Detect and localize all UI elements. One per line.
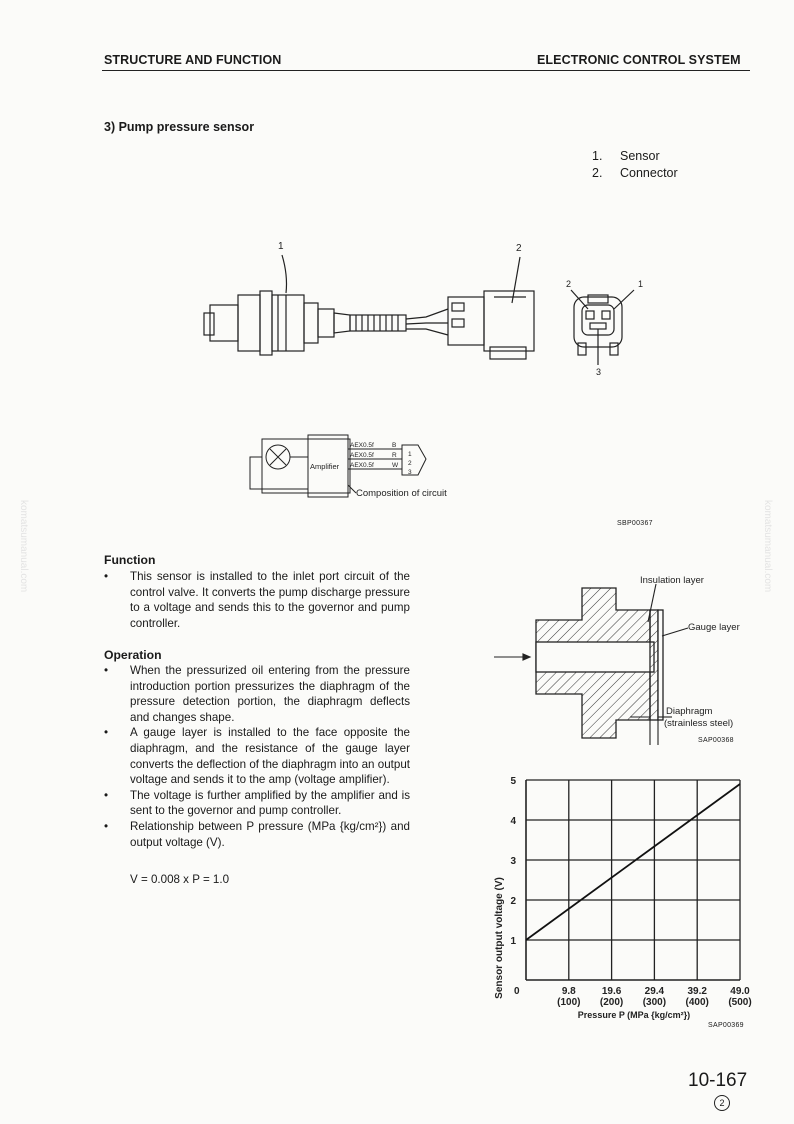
figure-ref: SBP00367 [617,520,653,527]
list-item: • Relationship between P pressure (MPa {kg/cm²}) and output voltage (V). [104,819,410,850]
formula: V = 0.008 x P = 1.0 [130,873,230,886]
parts-list [592,148,678,181]
y-tick-label: 5 [510,776,516,787]
voltage-pressure-chart [488,768,758,1033]
pin-number: 2 [408,460,412,467]
x-axis-label: Pressure P (MPa {kg/cm²}) [577,1010,691,1020]
series-line [526,784,740,940]
wire-label: AEX0.5f [350,462,374,469]
list-item: • This sensor is installed to the inlet port circuit of the control valve. It converts the pump discharge pressure to a voltage and sends this to the governor and pump controller. [104,569,410,631]
revision-badge: 2 [714,1095,730,1111]
sensor-cross-section [490,570,760,745]
gauge-label: Gauge layer [688,622,740,633]
y-tick-label: 4 [510,816,516,827]
wire-label: AEX0.5f [350,442,374,449]
pin-number: 3 [408,469,412,476]
section-heading: 3) Pump pressure sensor [104,120,255,134]
diaphragm-label: Diaphragm [666,706,713,717]
insulation-label: Insulation layer [640,575,704,586]
function-list [104,569,410,631]
x-tick-label: 49.0 [730,986,750,997]
watermark-left: komatsumanual.com [18,500,29,593]
operation-list [104,663,410,850]
page-number: 10-167 [688,1070,748,1091]
part-item: 2. Connector [592,165,678,180]
x-tick-sublabel: (300) [642,997,667,1008]
x-tick-sublabel: (100) [557,997,581,1008]
callout-2: 2 [516,243,522,254]
amplifier-label: Amplifier [310,462,340,471]
list-item: • A gauge layer is installed to the face opposite the diaphragm, and the resistance of the gauge layer converts the deflection of the diaphragm into an output voltage and sends it to the amp (voltage amplifier). [104,725,410,787]
x-tick-label: 39.2 [687,986,707,997]
y-tick-label: 1 [510,936,516,947]
list-item: • The voltage is further amplified by the amplifier and is sent to the governor and pump controller. [104,788,410,819]
wire-color: W [392,462,399,469]
pin-callout: 2 [566,279,572,289]
sensor-illustration [190,235,650,535]
x-tick-label: 29.4 [644,986,665,997]
x-tick-sublabel: (200) [599,997,624,1008]
x-tick-sublabel: (500) [728,997,752,1008]
x-tick-label: 9.8 [561,986,576,997]
list-item: • When the pressurized oil entering from the pressure introduction portion pressurizes the diaphragm of the pressure detection portion, the diaphragm deflects and changes shape. [104,663,410,725]
diaphragm-label: (strainless steel) [664,718,734,729]
operation-heading: Operation [104,648,162,662]
header-chapter-title: ELECTRONIC CONTROL SYSTEM [537,53,741,67]
figure-ref: SAP00369 [708,1022,744,1029]
header-section-title: STRUCTURE AND FUNCTION [104,53,282,67]
callout-1: 1 [278,241,284,252]
figure-ref: SAP00368 [698,737,734,744]
pin-callout: 1 [638,279,644,289]
origin-label: 0 [514,986,520,997]
header-divider [102,70,750,71]
part-item: 1. Sensor [592,149,660,163]
wire-label: AEX0.5f [350,452,374,459]
wire-color: B [392,442,397,449]
function-heading: Function [104,553,156,567]
y-axis-label: Sensor output voltage (V) [494,877,505,999]
wire-color: R [392,452,397,459]
x-tick-sublabel: (400) [685,997,709,1008]
watermark-right: komatsumanual.com [762,500,773,593]
pin-callout: 3 [596,367,602,377]
y-tick-label: 3 [510,856,516,867]
y-tick-label: 2 [510,896,516,907]
circuit-caption: Composition of circuit [356,488,447,499]
x-tick-label: 19.6 [601,986,622,997]
pin-number: 1 [408,451,412,458]
